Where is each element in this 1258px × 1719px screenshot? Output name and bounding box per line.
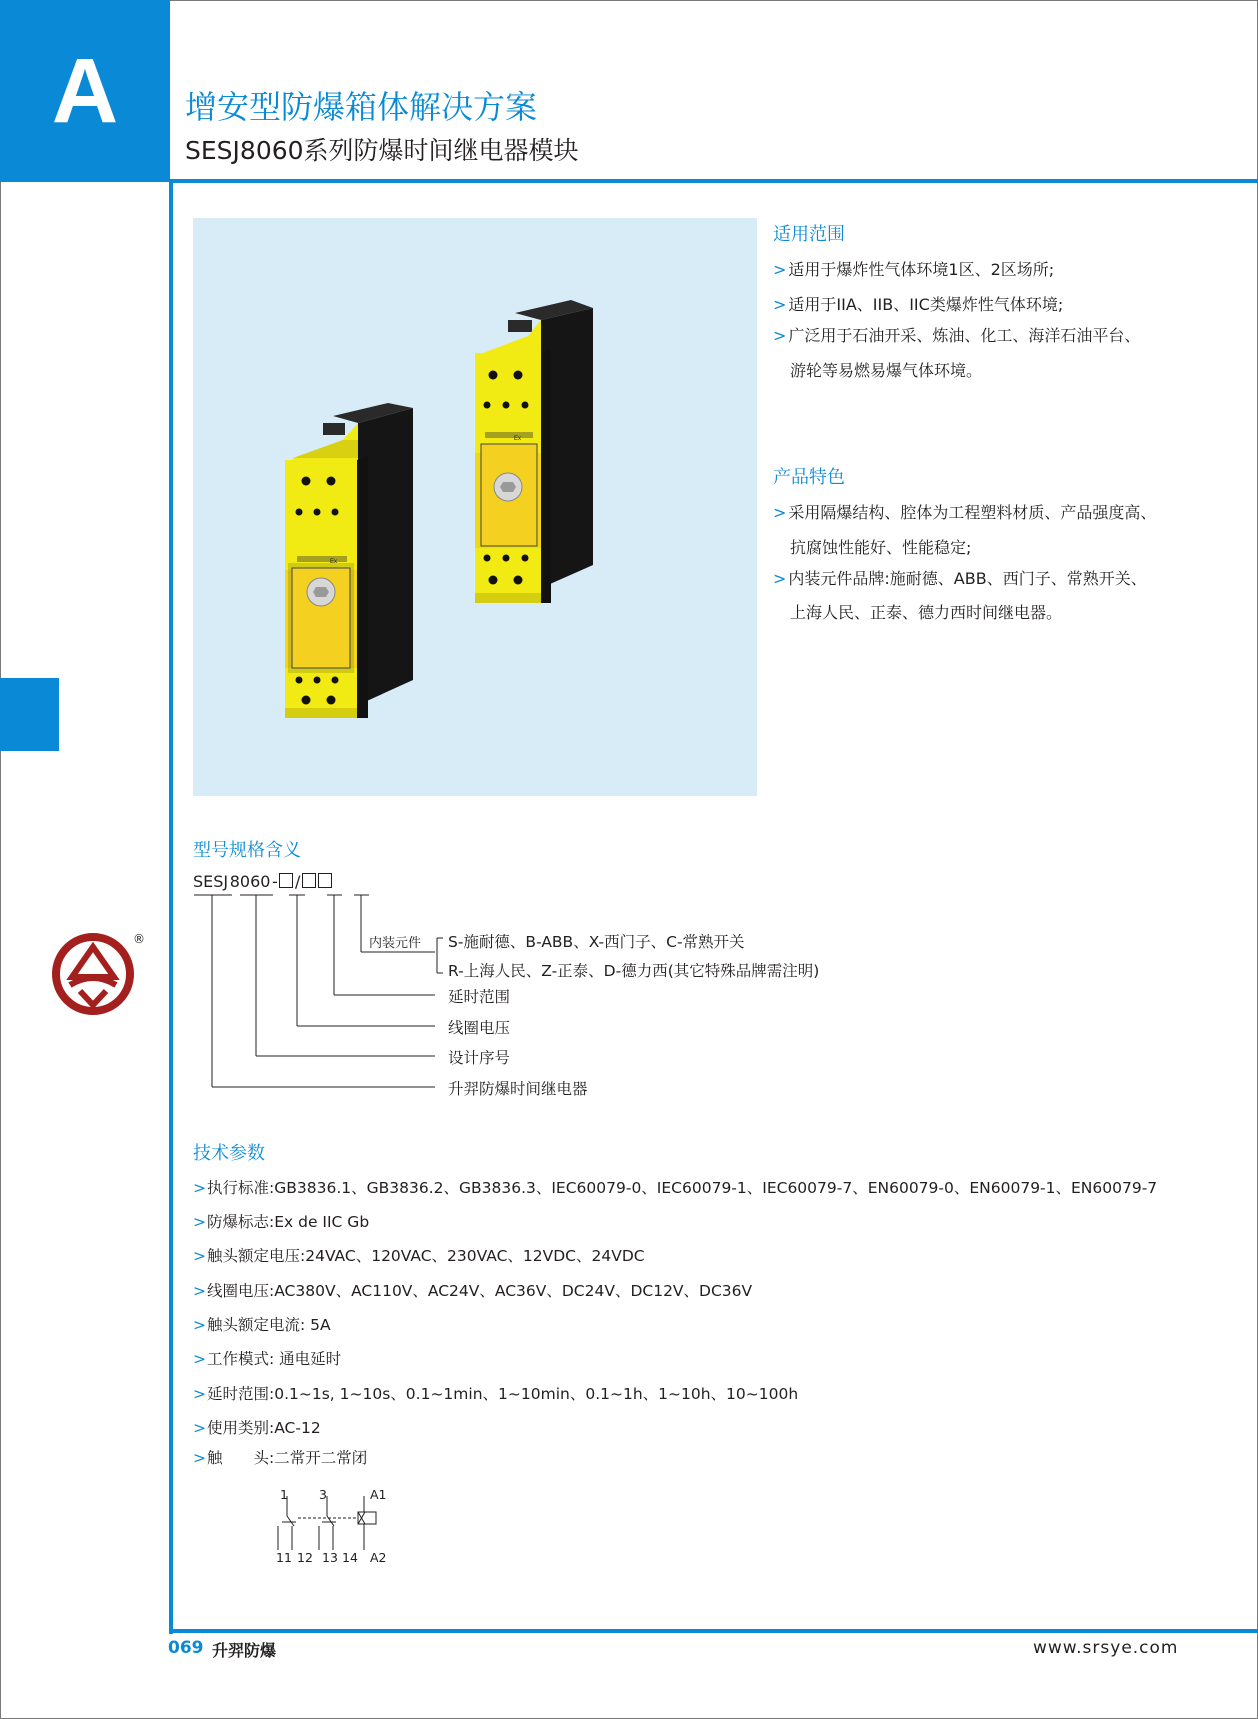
feature-item-continued: 上海人民、正泰、德力西时间继电器。 [790,603,1063,622]
tech-param: >防爆标志:Ex de IIC Gb [193,1213,370,1231]
features-heading: 产品特色 [773,467,845,488]
model-breakdown-lines [190,890,650,1100]
footer-url[interactable]: www.srsye.com [1033,1638,1179,1658]
tech-param: >工作模式: 通电延时 [193,1350,342,1368]
svg-text:Ex: Ex [514,436,522,442]
coil-voltage-label: 线圈电压 [448,1019,511,1037]
relay-modules-illustration [193,218,757,796]
feature-item: > 采用隔爆结构、腔体为工程塑料材质、产品强度高、 [773,503,1157,522]
delay-range-label: 延时范围 [448,988,511,1006]
tech-param: >触头额定电压:24VAC、120VAC、230VAC、12VDC、24VDC [193,1247,645,1265]
margin-rule [169,182,173,1634]
product-photo [193,218,757,796]
relay-module-left [285,403,413,718]
tech-param: >线圈电压:AC380V、AC110V、AC24V、AC36V、DC24V、DC12V、DC36V [193,1282,753,1300]
tech-param: >使用类别:AC-12 [193,1419,321,1437]
brand-codes-line2: R-上海人民、Z-正泰、D-德力西(其它特殊品牌需注明) [448,962,820,980]
section-letter-tab: A [0,0,170,182]
page-subtitle: SESJ8060系列防爆时间继电器模块 [185,136,579,165]
code-box [318,873,332,888]
svg-text:Ex: Ex [330,559,338,565]
terminal-label: 14 [342,1550,358,1565]
scope-item-continued: 游轮等易燃易爆气体环境。 [790,361,983,380]
inner-component-label: 内装元件 [369,936,422,951]
footer-brand: 升羿防爆 [212,1641,277,1660]
terminal-label: 11 [276,1550,292,1565]
model-heading: 型号规格含义 [193,840,301,861]
tech-param: >触 头:二常开二常闭 [193,1449,368,1467]
product-name-label: 升羿防爆时间继电器 [448,1080,588,1098]
scope-item: > 适用于爆炸性气体环境1区、2区场所; [773,260,1055,279]
scope-item: > 适用于IIA、IIB、IIC类爆炸性气体环境; [773,295,1064,314]
code-box [302,873,316,888]
terminal-label: A1 [370,1487,387,1502]
relay-module-right [475,300,593,603]
registered-mark: ® [133,932,145,946]
terminal-label: 1 [280,1487,288,1502]
terminal-label: A2 [370,1550,387,1565]
brand-logo [50,933,136,1015]
code-box [279,873,293,888]
terminal-label: 3 [319,1487,327,1502]
scope-item: > 广泛用于石油开采、炼油、化工、海洋石油平台、 [773,326,1141,345]
feature-item-continued: 抗腐蚀性能好、性能稳定; [790,538,972,557]
footer-divider [169,1629,1258,1633]
feature-item: > 内装元件品牌:施耐德、ABB、西门子、常熟开关、 [773,569,1147,588]
page-number: 069 [168,1638,204,1658]
tech-param: >触头额定电流: 5A [193,1316,331,1334]
design-number-label: 设计序号 [448,1049,511,1067]
header-divider [169,179,1258,183]
tech-param: >延时范围:0.1~1s, 1~10s、0.1~1min、1~10min、0.1~1h、1~10h、10~100h [193,1385,799,1403]
tech-heading: 技术参数 [193,1143,265,1164]
page-title: 增安型防爆箱体解决方案 [185,88,538,126]
brand-codes-line1: S-施耐德、B-ABB、X-西门子、C-常熟开关 [448,933,745,951]
scope-heading: 适用范围 [773,224,845,245]
terminal-label: 13 [322,1550,338,1565]
terminal-label: 12 [297,1550,313,1565]
tech-param: >执行标准:GB3836.1、GB3836.2、GB3836.3、IEC60079-0、IEC60079-1、IEC60079-7、EN60079-0、EN60079-1、EN60079-7 [193,1179,1158,1197]
side-index-tab [0,678,59,751]
model-code: SESJ 8060 - / [193,872,332,891]
